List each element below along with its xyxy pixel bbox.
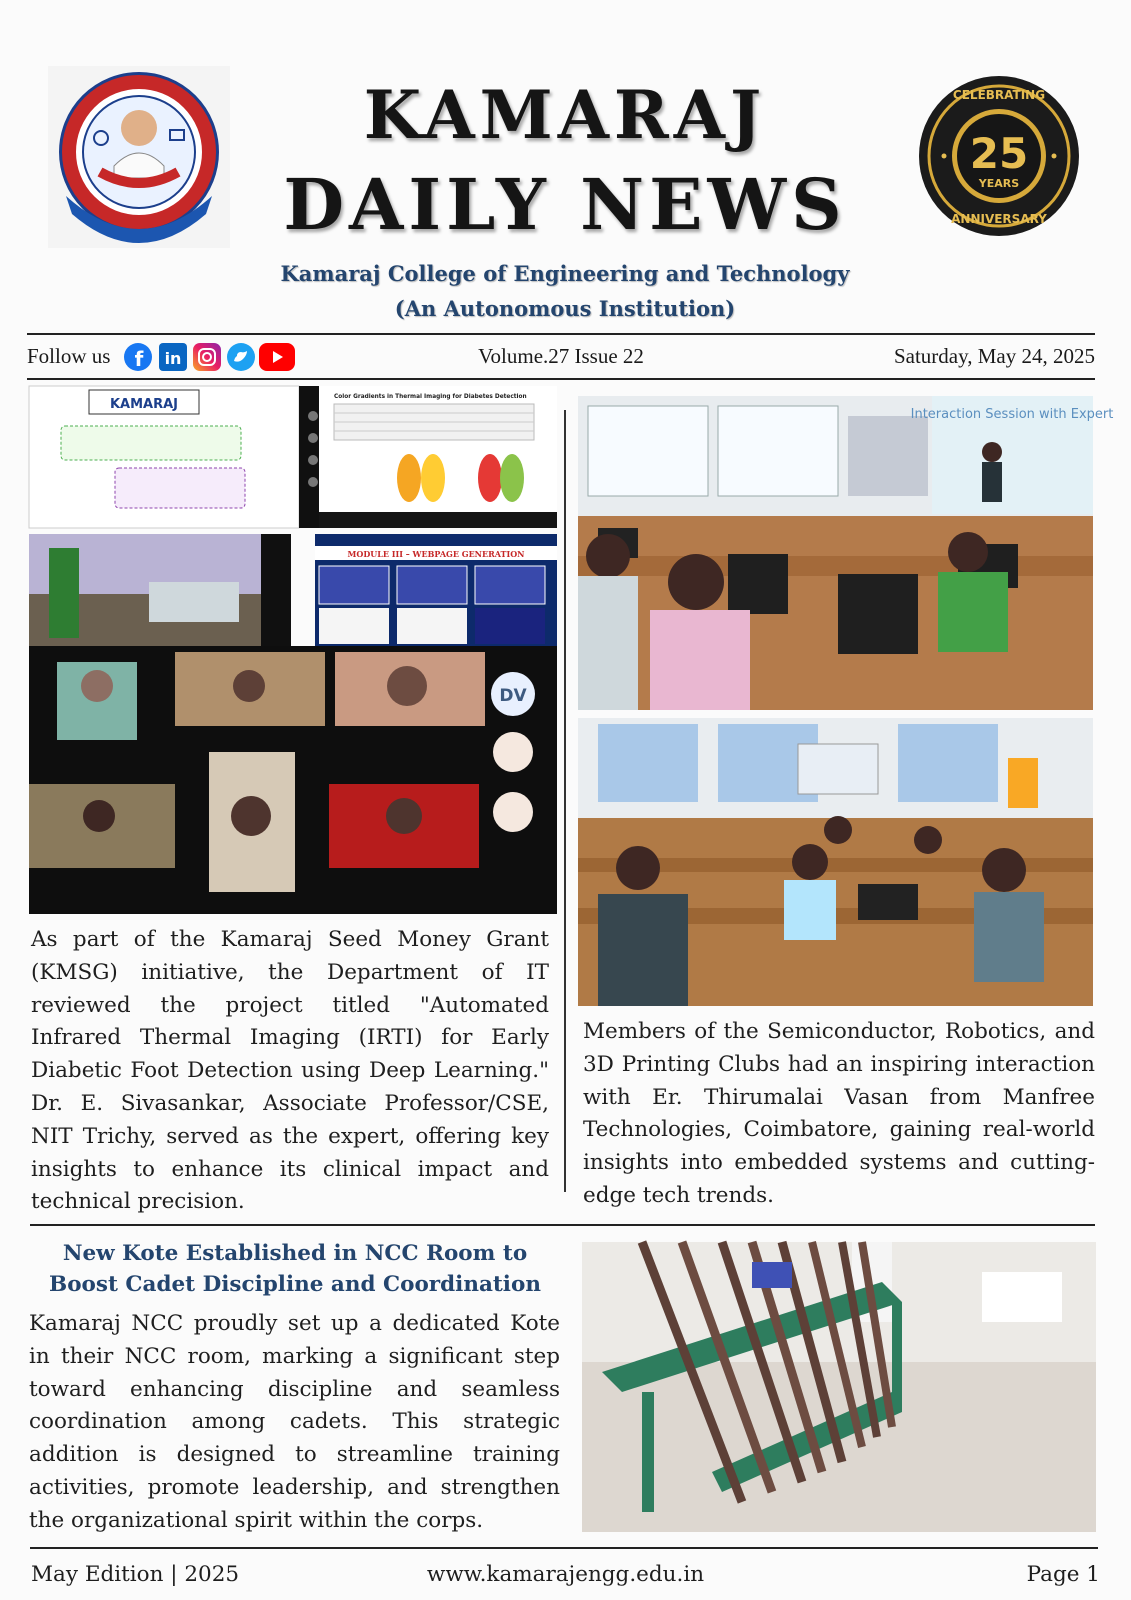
footer-website-link[interactable]: www.kamarajengg.edu.in [426,1562,705,1587]
section-divider [30,1224,1095,1226]
issue-date: Saturday, May 24, 2025 [893,344,1095,368]
slide-brand-text: KAMARAJ [109,397,179,412]
header-rule-top [27,333,1095,335]
club-session-photo-1 [578,396,1114,710]
ncc-kote-photo [582,1242,1096,1532]
follow-us-label: Follow us [27,344,111,368]
masthead-title [260,70,870,250]
club-session-text: Members of the Semiconductor, Robotics, and 3D Printing Clubs had an inspiring interaction with Er. Thirumalai Vasan from Manfree Technologies, Coimbatore, gaining real-world insights into embedded systems and cutting-edge tech trends. [583,1019,1095,1208]
header-rule-bottom [27,378,1095,380]
volume-issue: Volume.27 Issue 22 [478,344,644,368]
module-slide-title: MODULE III – WEBPAGE GENERATION [347,549,525,559]
session-banner-text: Interaction Session with Expert [910,407,1114,422]
thermal-slide-title: Color Gradients in Thermal Imaging for Diabetes Detection [334,394,527,400]
badge-bottom-text: ANNIVERSARY [951,212,1047,226]
college-status: (An Autonomous Institution) [394,296,736,321]
follow-bar [27,338,1095,376]
club-session-photo-2 [578,718,1093,1006]
footer-page-number: Page 1 [1026,1562,1100,1587]
badge-top-text: CELEBRATING [952,88,1046,102]
kmsg-review-collage [29,386,557,914]
svg-text:in: in [164,349,182,368]
kmsg-story-text: As part of the Kamaraj Seed Money Grant (KMSG) initiative, the Department of IT reviewed the project titled "Automated Infrared Thermal Imaging (IRTI) for Early Diabetic Foot Detection using Deep Learning." Dr. E. Sivasankar, Associate Professor/CSE, NIT Trichy, served as the expert, offering key insights to enhance its clinical impact and technical precision. [31,927,549,1215]
footer-edition: May Edition | 2025 [31,1562,240,1587]
footer-rule [30,1547,1098,1549]
badge-number: 25 [969,129,1029,178]
college-logo [48,66,230,248]
participant-avatar-initials: DV [499,686,527,706]
masthead-line-2: DAILY NEWS [283,163,847,246]
college-subtitle [240,256,890,326]
masthead-line-1: KAMARAJ [363,76,767,154]
svg-text:f: f [134,347,144,371]
badge-years: YEARS [978,177,1020,190]
column-divider [564,410,566,1192]
anniversary-badge [916,73,1082,239]
ncc-story-text: Kamaraj NCC proudly set up a dedicated Kote in their NCC room, marking a significant step toward enhancing discipline and seamless coordination among cadets. This strategic addition is designed to streamline training activities, promote leadership, and strengthen the organizational spirit within the corps. [29,1311,560,1533]
college-name: Kamaraj College of Engineering and Technology [280,261,850,286]
ncc-headline: New Kote Established in NCC Room to Boost Cadet Discipline and Coordination [49,1241,541,1297]
